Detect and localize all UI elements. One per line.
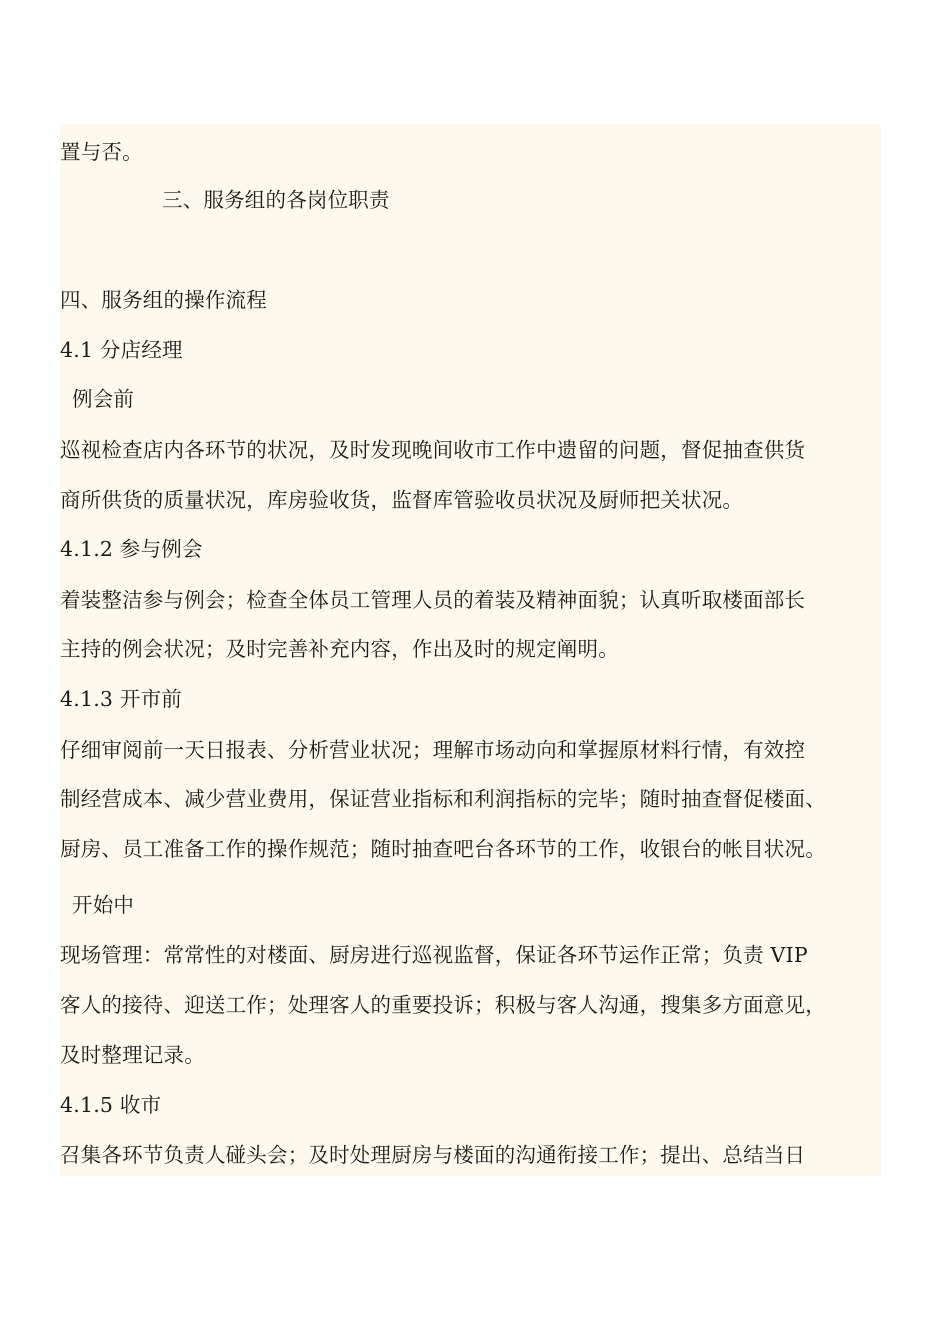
paragraph-line: 制经营成本、减少营业费用，保证营业指标和利润指标的完毕；随时抽查督促楼面、 bbox=[60, 784, 832, 814]
paragraph-line: 客人的接待、迎送工作；处理客人的重要投诉；积极与客人沟通，搜集多方面意见， bbox=[60, 990, 832, 1020]
subsection-heading: 例会前 bbox=[72, 387, 135, 411]
paragraph-line: 主持的例会状况；及时完善补充内容，作出及时的规定阐明。 bbox=[60, 637, 619, 661]
paragraph-line: 置与否。 bbox=[60, 140, 143, 164]
subsection-heading: 4.1.2 参与例会 bbox=[60, 537, 203, 561]
paragraph-line: 及时整理记录。 bbox=[60, 1043, 205, 1067]
paragraph-line: 召集各环节负责人碰头会；及时处理厨房与楼面的沟通衔接工作；提出、总结当日 bbox=[60, 1143, 806, 1167]
subsection-heading: 4.1 分店经理 bbox=[60, 338, 183, 362]
paragraph-line: 仔细审阅前一天日报表、分析营业状况；理解市场动向和掌握原材料行情，有效控 bbox=[60, 738, 806, 762]
subsection-heading: 4.1.5 收市 bbox=[60, 1093, 162, 1117]
paragraph-line: 巡视检查店内各环节的状况，及时发现晚间收市工作中遗留的问题，督促抽查供货 bbox=[60, 438, 806, 462]
subsection-heading: 开始中 bbox=[72, 893, 135, 917]
paragraph-line: 厨房、员工准备工作的操作规范；随时抽查吧台各环节的工作，收银台的帐目状况。 bbox=[60, 834, 832, 864]
paragraph-line: 现场管理：常常性的对楼面、厨房进行巡视监督，保证各环节运作正常；负责 VIP bbox=[60, 943, 808, 967]
paragraph-line: 商所供货的质量状况，库房验收货，监督库管验收员状况及厨师把关状况。 bbox=[60, 488, 744, 512]
section-heading: 四、服务组的操作流程 bbox=[60, 288, 267, 312]
section-heading: 三、服务组的各岗位职责 bbox=[162, 188, 390, 212]
subsection-heading: 4.1.3 开市前 bbox=[60, 687, 182, 711]
paragraph-line: 着装整洁参与例会；检查全体员工管理人员的着装及精神面貌；认真听取楼面部长 bbox=[60, 588, 806, 612]
